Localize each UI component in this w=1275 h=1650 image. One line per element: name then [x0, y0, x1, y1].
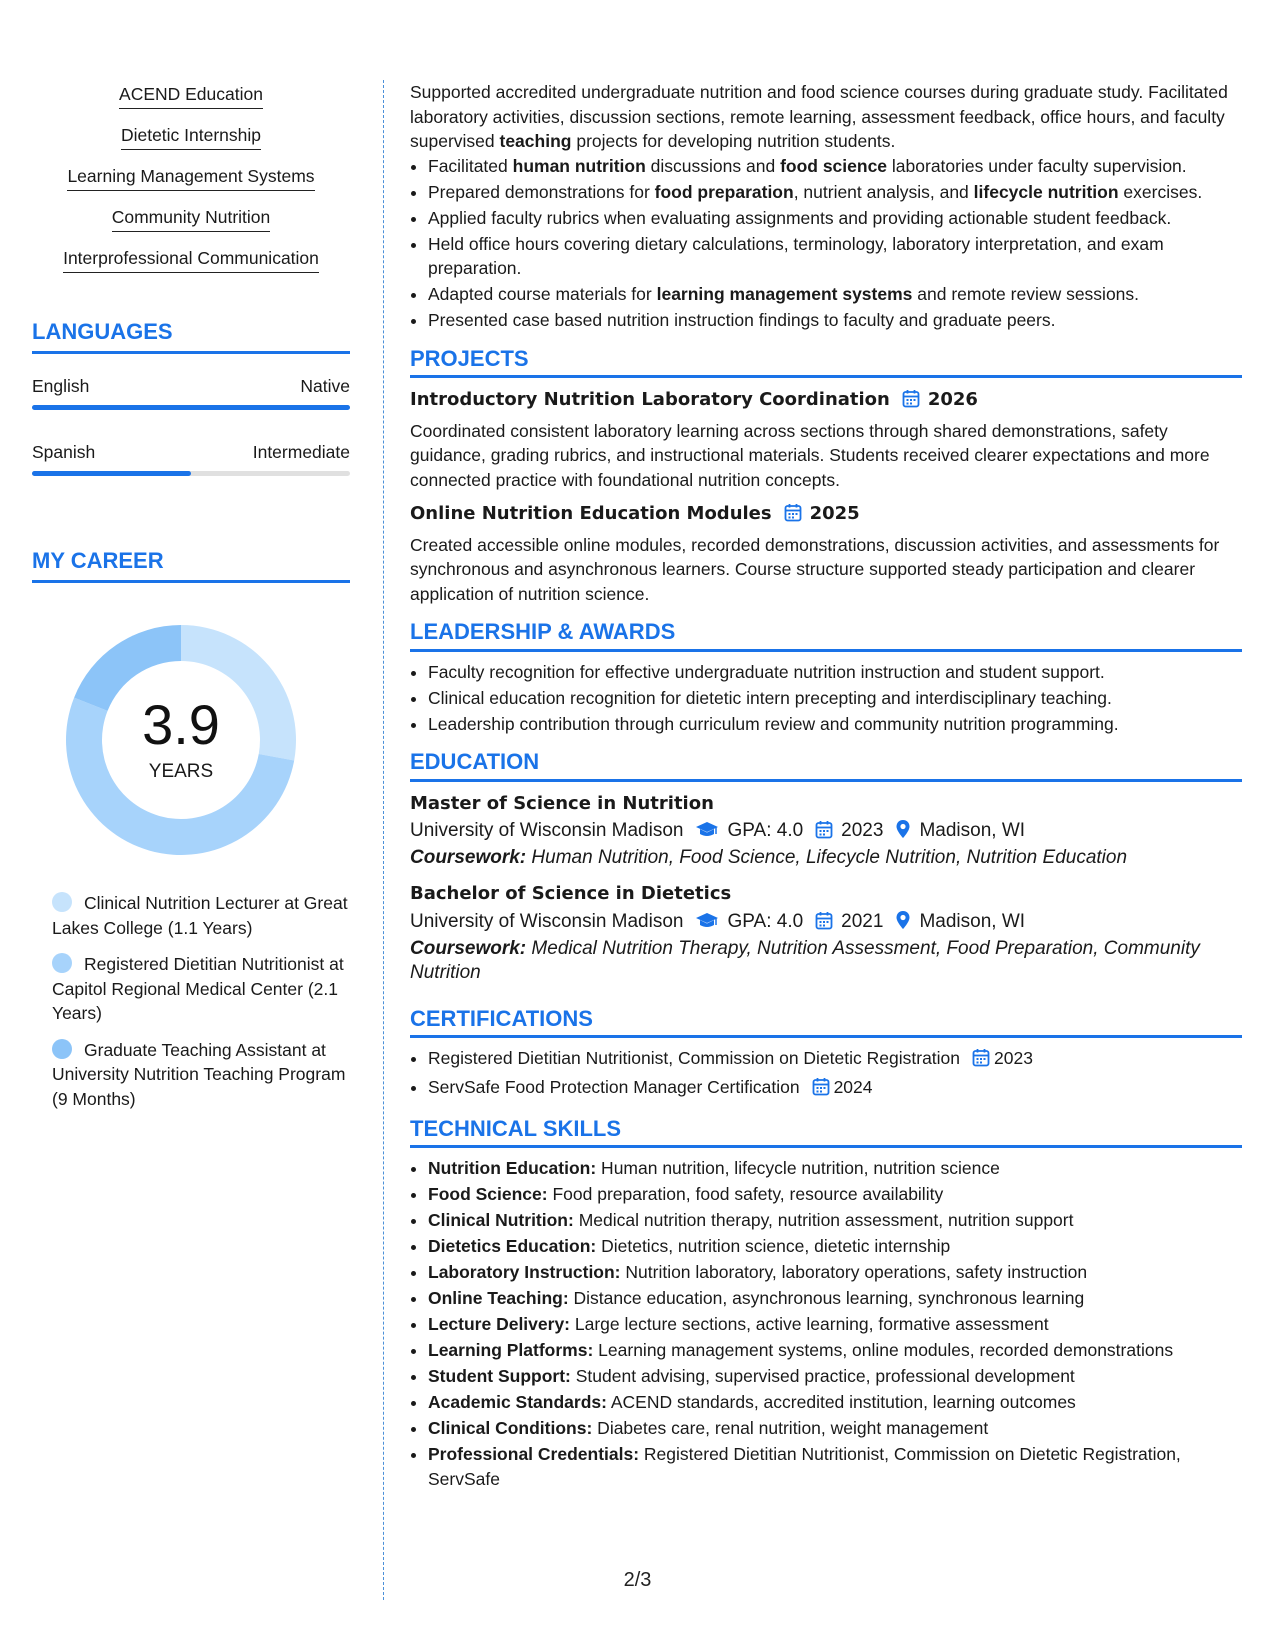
skill-item: • Nutrition Education: Human nutrition, lifecycle nutrition, nutrition science [428, 1156, 1242, 1181]
legend-dot [52, 1039, 72, 1059]
certifications-list [410, 1046, 1242, 1103]
skill-item: • Student Support: Student advising, supervised practice, professional development [428, 1364, 1242, 1389]
legend-label: Graduate Teaching Assistant at University Nutrition Teaching Program (9 Months) [52, 1039, 346, 1109]
certification-item: • Registered Dietitian Nutritionist, Commission on Dietetic Registration 2023 [428, 1046, 1242, 1074]
project-year: 2025 [809, 503, 860, 524]
column-divider [383, 80, 384, 1600]
graduation-cap-icon [683, 911, 727, 932]
project-title: Introductory Nutrition Laboratory Coordination [410, 389, 890, 410]
skill-item: • Professional Credentials: Registered Dietitian Nutritionist, Commission on Dietetic Registration, ServSafe [428, 1442, 1242, 1491]
experience-bullet: • Adapted course materials for learning management systems and remote review sessions. [428, 282, 1242, 307]
calendar-icon [803, 911, 841, 932]
skill-tag: ACEND Education [119, 84, 263, 109]
skill-item: • Learning Platforms: Learning management systems, online modules, recorded demonstrations [428, 1338, 1242, 1363]
technical-skills-heading: TECHNICAL SKILLS [410, 1117, 1242, 1149]
experience-bullets [410, 154, 1242, 333]
language-bar-fill [32, 471, 191, 476]
skill-item: • Academic Standards: ACEND standards, accredited institution, learning outcomes [428, 1390, 1242, 1415]
career-years-label: YEARS [148, 761, 214, 782]
education-item [410, 792, 1242, 871]
skill-tag: Dietetic Internship [121, 125, 261, 150]
leadership-list [410, 660, 1242, 737]
right-column [410, 80, 1242, 1493]
leadership-item: • Faculty recognition for effective undergraduate nutrition instruction and student support. [428, 660, 1242, 685]
certification-item: • ServSafe Food Protection Manager Certification 2024 [428, 1075, 1242, 1103]
legend-label: Clinical Nutrition Lecturer at Great Lakes College (1.1 Years) [52, 893, 348, 938]
career-legend-item [52, 891, 350, 940]
skill-item: • Dietetics Education: Dietetics, nutrition science, dietetic internship [428, 1234, 1242, 1259]
language-name: English [32, 376, 90, 396]
calendar-icon [902, 389, 920, 416]
skill-item: • Laboratory Instruction: Nutrition laboratory, laboratory operations, safety instruction [428, 1260, 1242, 1285]
career-legend-item [52, 1038, 350, 1112]
language-level-bar [32, 471, 350, 476]
certifications-heading: CERTIFICATIONS [410, 1007, 1242, 1039]
experience-bullet: • Applied faculty rubrics when evaluating assignments and providing actionable student feedback. [428, 206, 1242, 231]
project-year: 2026 [927, 389, 978, 410]
language-spanish [32, 442, 350, 476]
project-description: Created accessible online modules, recorded demonstrations, discussion activities, and assessments for synchronous and asynchronous learners. Course structure supported steady participation and clearer application of nutrition science. [410, 534, 1220, 604]
calendar-icon [812, 1077, 830, 1103]
language-level: Native [300, 376, 350, 396]
language-name: Spanish [32, 442, 96, 462]
experience-bullet: • Presented case based nutrition instruction findings to faculty and graduate peers. [428, 308, 1242, 333]
leadership-heading: LEADERSHIP & AWARDS [410, 620, 1242, 652]
technical-skills-list [410, 1156, 1242, 1491]
school-name: University of Wisconsin Madison [410, 910, 684, 932]
location: Madison, WI [919, 910, 1026, 932]
skill-item: • Lecture Delivery: Large lecture sections, active learning, formative assessment [428, 1312, 1242, 1337]
skill-tag: Community Nutrition [112, 207, 271, 232]
legend-dot [52, 892, 72, 912]
language-level: Intermediate [252, 442, 350, 462]
projects-heading: PROJECTS [410, 347, 1242, 379]
language-english [32, 376, 350, 410]
experience-bullet: • Facilitated human nutrition discussions and food science laboratories under faculty supervision. [428, 154, 1242, 179]
skill-tag: Interprofessional Communication [63, 248, 319, 273]
experience-bullet: • Held office hours covering dietary calculations, terminology, laboratory interpretation, and exam preparation. [428, 232, 1242, 281]
location-pin-icon [883, 911, 919, 932]
skill-item: • Clinical Conditions: Diabetes care, renal nutrition, weight management [428, 1416, 1242, 1441]
education-item [410, 882, 1242, 985]
project-title: Online Nutrition Education Modules [410, 503, 772, 524]
coursework: Coursework: Medical Nutrition Therapy, Nutrition Assessment, Food Preparation, Community Nutrition [410, 937, 1200, 983]
skill-tag: Learning Management Systems [67, 166, 314, 191]
legend-label: Registered Dietitian Nutritionist at Capitol Regional Medical Center (2.1 Years) [52, 954, 344, 1023]
gpa: GPA: 4.0 [727, 820, 804, 841]
career-total-years: 3.9 [142, 693, 220, 756]
graduation-year: 2023 [841, 820, 884, 841]
leadership-item: • Leadership contribution through curriculum review and community nutrition programming. [428, 712, 1242, 737]
career-donut-chart [66, 625, 296, 855]
graduation-year: 2021 [841, 910, 884, 932]
leadership-item: • Clinical education recognition for dietetic intern precepting and interdisciplinary teaching. [428, 686, 1242, 711]
graduation-cap-icon [683, 820, 727, 841]
career-legend [52, 891, 350, 1111]
location-pin-icon [883, 820, 919, 841]
location: Madison, WI [919, 820, 1026, 841]
experience-intro: Supported accredited undergraduate nutrition and food science courses during graduate study. Facilitated laboratory activities, discussion sections, remote learning, assessment feedback, office hours, and faculty supervised teaching projects for developing nutrition students. [410, 82, 1228, 151]
languages-heading: LANGUAGES [32, 319, 350, 354]
page-number: 2/3 [623, 1569, 652, 1591]
project-description: Coordinated consistent laboratory learning across sections through shared demonstrations, safety guidance, grading rubrics, and instructional materials. Students received clearer expectations and more connected practice with foundational nutrition concepts. [410, 420, 1210, 490]
skill-item: • Clinical Nutrition: Medical nutrition therapy, nutrition assessment, nutrition support [428, 1208, 1242, 1233]
degree-title: Bachelor of Science in Dietetics [410, 883, 732, 904]
coursework: Coursework: Human Nutrition, Food Science, Lifecycle Nutrition, Nutrition Education [410, 847, 1128, 868]
left-column [32, 84, 350, 1123]
project-item [410, 502, 1242, 606]
career-heading: MY CAREER [32, 548, 350, 583]
legend-dot [52, 953, 72, 973]
skill-tags [32, 84, 350, 289]
education-heading: EDUCATION [410, 750, 1242, 782]
calendar-icon [803, 820, 841, 841]
skill-item: • Online Teaching: Distance education, asynchronous learning, synchronous learning [428, 1286, 1242, 1311]
career-legend-item [52, 952, 350, 1026]
language-bar-fill [32, 405, 350, 410]
gpa: GPA: 4.0 [727, 910, 804, 932]
experience-bullet: • Prepared demonstrations for food preparation, nutrient analysis, and lifecycle nutrition exercises. [428, 180, 1242, 205]
calendar-icon [784, 503, 802, 530]
calendar-icon [972, 1048, 990, 1074]
language-level-bar [32, 405, 350, 410]
degree-title: Master of Science in Nutrition [410, 792, 714, 814]
school-name: University of Wisconsin Madison [410, 820, 684, 841]
skill-item: • Food Science: Food preparation, food safety, resource availability [428, 1182, 1242, 1207]
project-item [410, 388, 1242, 492]
